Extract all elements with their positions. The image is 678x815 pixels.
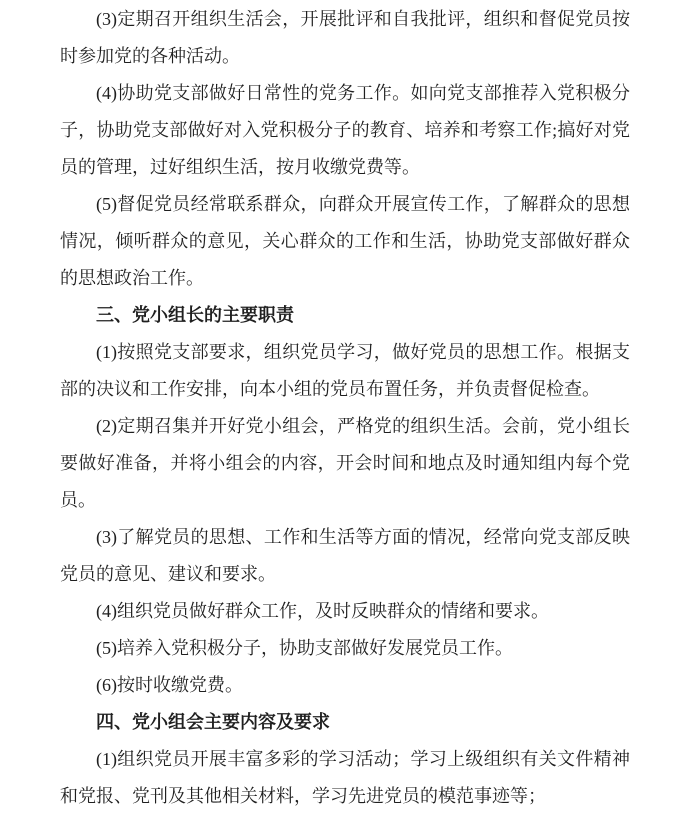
paragraph-leader-duty-4: (4)组织党员做好群众工作，及时反映群众的情绪和要求。 (96, 601, 549, 621)
paragraph-leader-duty-1: (1)按照党支部要求，组织党员学习，做好党员的思想工作。根据支部的决议和工作安排，向本小组的党员布置任务，并负责督促检查。 (60, 342, 630, 399)
section-heading-4: 四、党小组会主要内容及要求 (96, 712, 330, 732)
paragraph-leader-duty-3: (3)了解党员的思想、工作和生活等方面的情况，经常向党支部反映党员的意见、建议和要求。 (60, 527, 630, 584)
paragraph-item-5-duty: (5)督促党员经常联系群众，向群众开展宣传工作，了解群众的思想情况，倾听群众的意见，关心群众的工作和生活，协助党支部做好群众的思想政治工作。 (60, 194, 630, 288)
paragraph-item-4-duty: (4)协助党支部做好日常性的党务工作。如向党支部推荐入党积极分子，协助党支部做好对入党积极分子的教育、培养和考察工作;搞好对党员的管理，过好组织生活，按月收缴党费等。 (60, 83, 630, 177)
section-heading-3: 三、党小组长的主要职责 (96, 305, 294, 325)
paragraph-meeting-content-1: (1)组织党员开展丰富多彩的学习活动；学习上级组织有关文件精神和党报、党刊及其他相关材料，学习先进党员的模范事迹等； (60, 749, 630, 806)
paragraph-leader-duty-5: (5)培养入党积极分子，协助支部做好发展党员工作。 (96, 638, 513, 658)
paragraph-leader-duty-6: (6)按时收缴党费。 (96, 675, 243, 695)
paragraph-item-3-duty: (3)定期召开组织生活会，开展批评和自我批评，组织和督促党员按时参加党的各种活动。 (60, 9, 630, 66)
paragraph-leader-duty-2: (2)定期召集并开好党小组会，严格党的组织生活。会前，党小组长要做好准备，并将小组会的内容，开会时间和地点及时通知组内每个党员。 (60, 416, 630, 510)
